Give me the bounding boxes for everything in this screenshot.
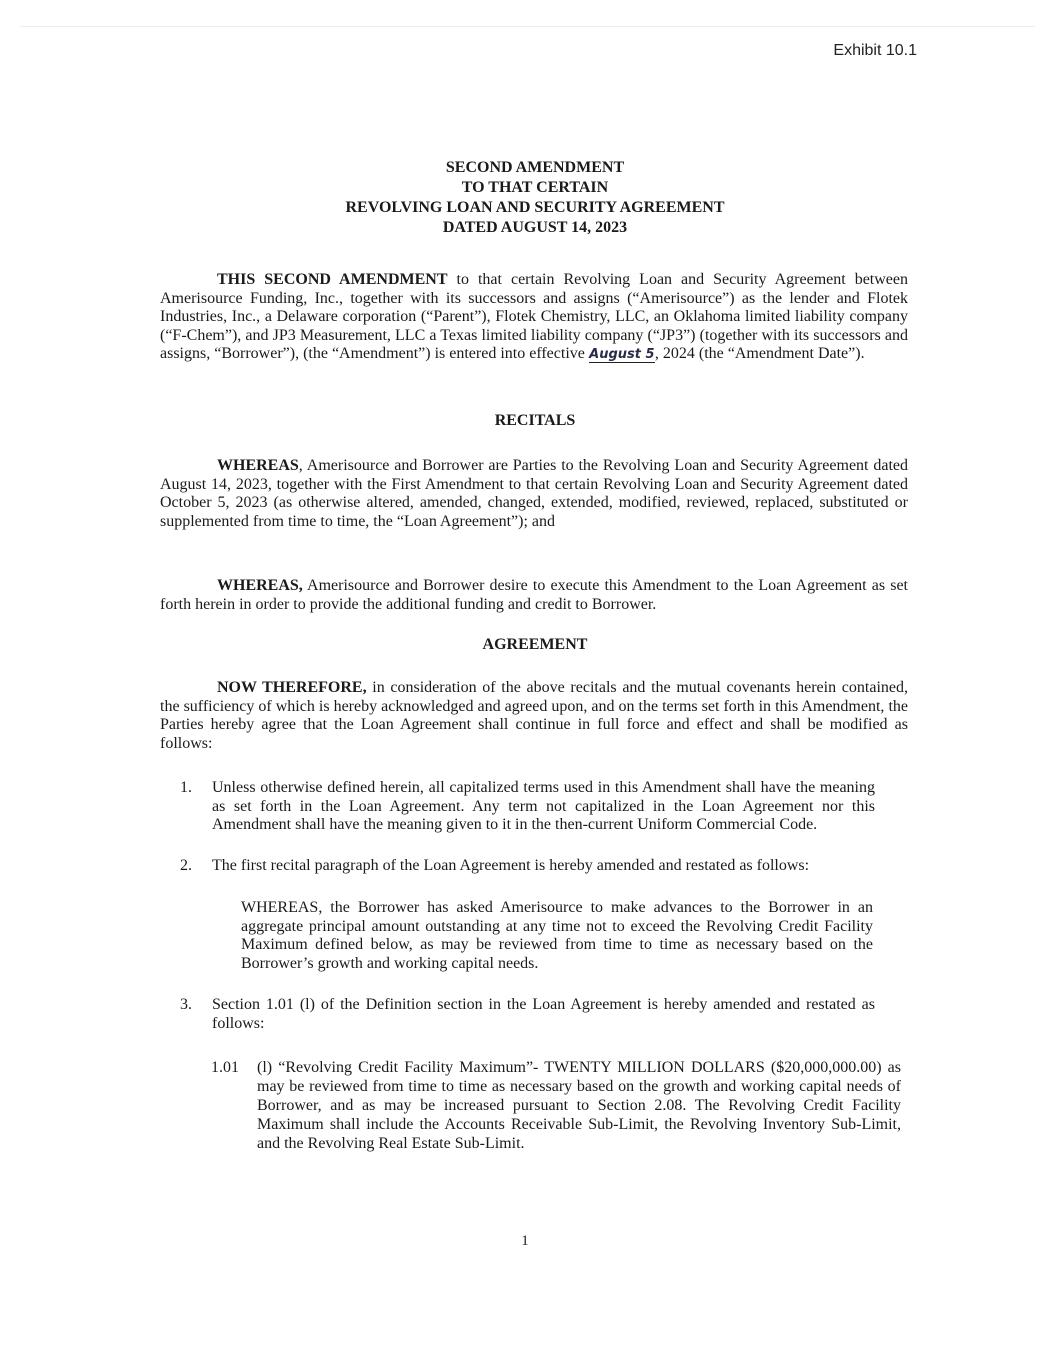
restated-recital-quote: WHEREAS, the Borrower has asked Amerisource to make advances to the Borrower in an aggregate principal amount outstanding at any time not to exceed the Revolving Credit Facility Maximum defined below, as may be reviewed from time to time as necessary based on the Borrower’s growth and working capital needs. [241,899,873,972]
list-item-2 [180,857,875,876]
list-item-number: 3. [180,996,192,1013]
recitals-heading: RECITALS [494,412,576,429]
intro-paragraph [160,271,908,364]
whereas-paragraph-1 [160,457,908,531]
whereas1-lead: WHEREAS [217,457,299,474]
definition-clause [211,1058,901,1153]
title-line-3: REVOLVING LOAN AND SECURITY AGREEMENT [345,199,725,216]
title-line-2: TO THAT CERTAIN [461,179,609,196]
list-item-number: 2. [180,857,192,874]
document-title [0,158,1055,238]
page-number: 1 [521,1233,529,1249]
list-item-text: Section 1.01 (l) of the Definition section in the Loan Agreement is hereby amended and restated as follows: [212,996,875,1032]
intro-tail: , 2024 (the “Amendment Date”). [654,345,865,362]
whereas2-text: Amerisource and Borrower desire to execute this Amendment to the Loan Agreement as set forth herein in order to provide the additional funding and credit to Borrower. [160,577,908,613]
whereas1-text: , Amerisource and Borrower are Parties to the Revolving Loan and Security Agreement dated August 14, 2023, together with the First Amendment to that certain Revolving Loan and Security Agreement dated October 5, 2023 (as otherwise altered, amended, changed, extended, modified, reviewed, replaced, substituted or supplemented from time to time, the “Loan Agreement”); and [160,457,908,530]
list-item-text: Unless otherwise defined herein, all capitalized terms used in this Amendment shall have the meaning as set forth in the Loan Agreement. Any term not capitalized in the Loan Agreement nor this Amendment shall have the meaning given to it in the then-current Uniform Commercial Code. [212,779,875,833]
definition-text: (l) “Revolving Credit Facility Maximum”- TWENTY MILLION DOLLARS ($20,000,000.00) as may be reviewed from time to time as necessary based on the growth and working capital needs of Borrower, and as may be increased pursuant to Section 2.08. The Revolving Credit Facility Maximum shall include the Accounts Receivable Sub-Limit, the Revolving Inventory Sub-Limit, and the Revolving Real Estate Sub-Limit. [257,1059,901,1152]
whereas-paragraph-2 [160,577,908,614]
whereas2-lead: WHEREAS, [217,577,303,594]
exhibit-label: Exhibit 10.1 [833,42,917,59]
agreement-heading: AGREEMENT [482,636,588,653]
title-line-1: SECOND AMENDMENT [445,159,625,176]
definition-number: 1.01 [211,1059,239,1076]
handwritten-date: August 5 [589,347,655,362]
intro-text: to that certain Revolving Loan and Security Agreement between Amerisource Funding, Inc., together with its successors and assigns (“Amerisource”) as the lender and Flotek Industries, Inc., a Delaware corporation (“Parent”), Flotek Chemistry, LLC, an Oklahoma limited liability company (“F-Chem”), and JP3 Measurement, LLC a Texas limited liability company (“JP3”) (together with its successors and assigns, “Borrower”), (the “Amendment”) is entered into effective [160,271,908,362]
agreement-lead: NOW THEREFORE, [217,679,367,696]
agreement-paragraph [160,679,908,753]
list-item-1 [180,779,875,835]
title-line-4: DATED AUGUST 14, 2023 [442,219,628,236]
list-item-number: 1. [180,779,192,796]
agreement-text: in consideration of the above recitals and the mutual covenants herein contained, the sufficiency of which is hereby acknowledged and agreed upon, and on the terms set forth in this Amendment, the Parties hereby agree that the Loan Agreement shall continue in full force and effect and shall be modified as follows: [160,679,908,752]
list-item-text: The first recital paragraph of the Loan Agreement is hereby amended and restated as follows: [212,857,810,874]
scan-edge-line [20,26,1035,27]
list-item-3 [180,996,875,1033]
intro-lead: THIS SECOND AMENDMENT [217,271,448,288]
